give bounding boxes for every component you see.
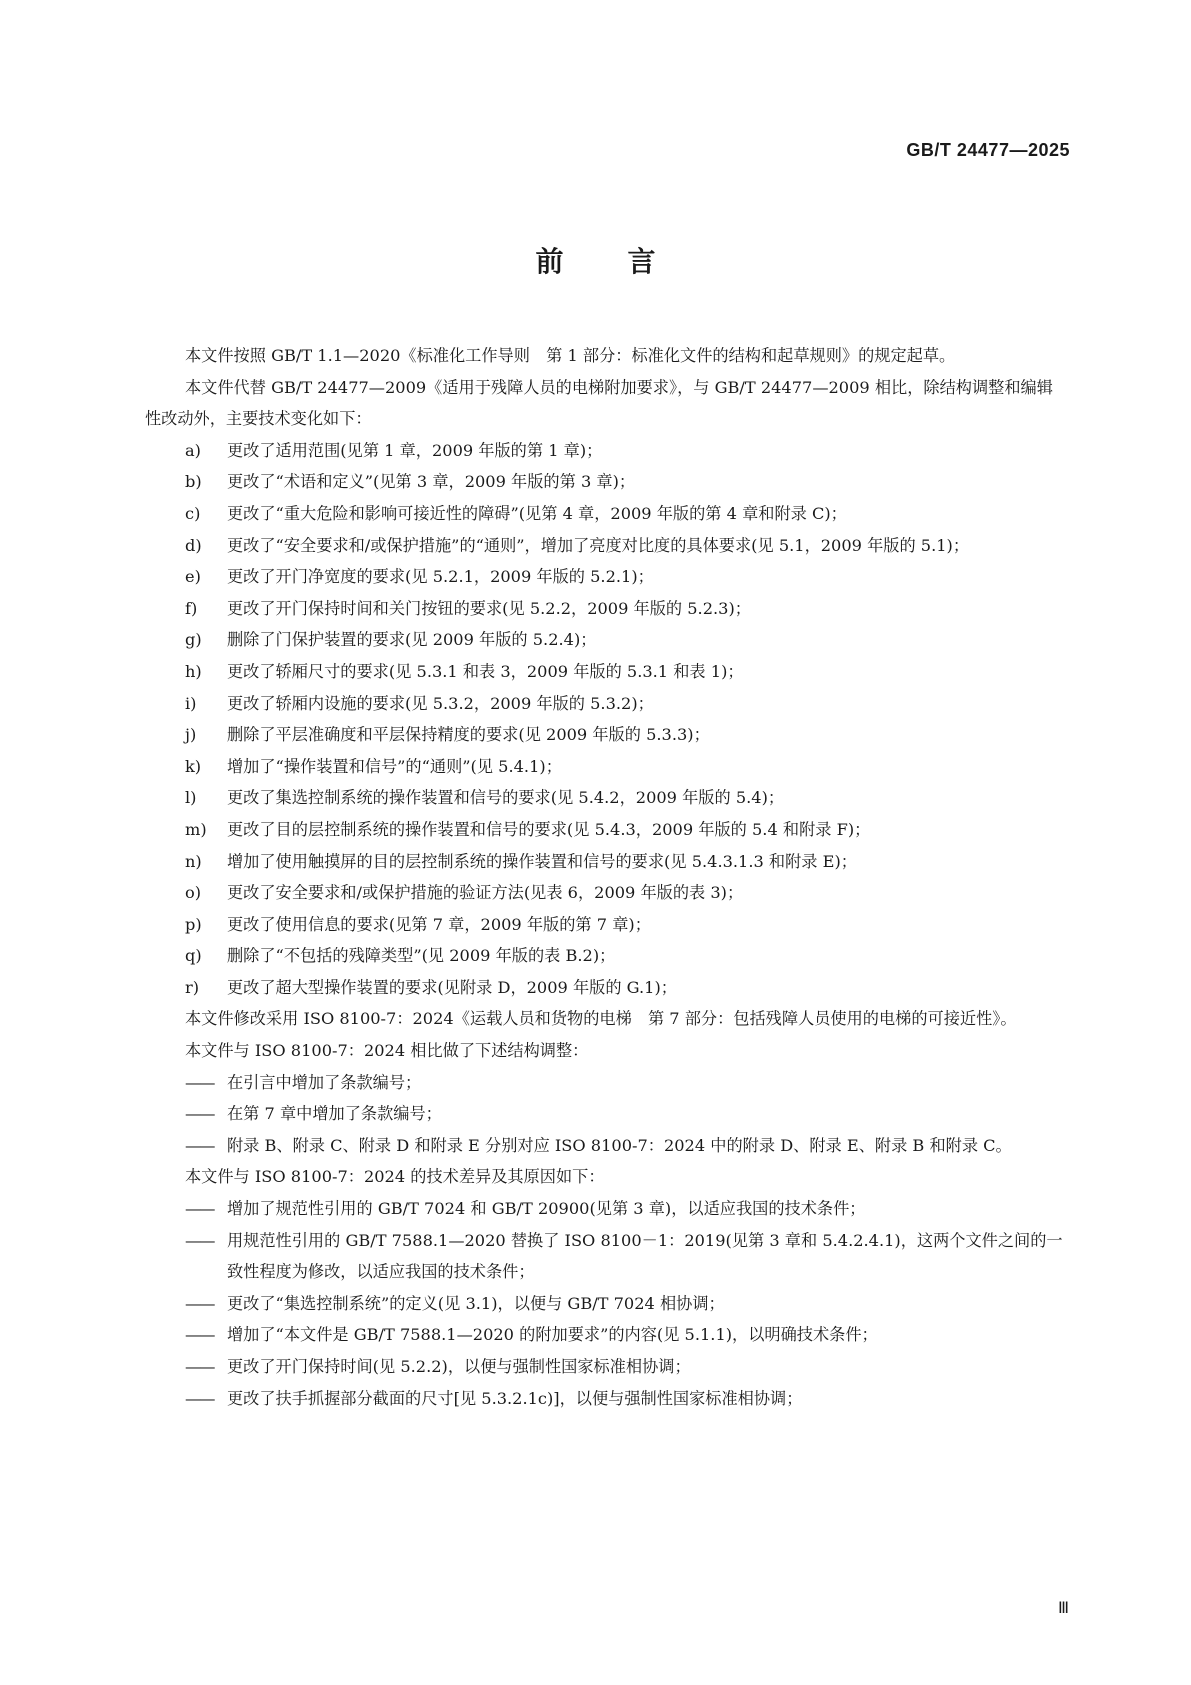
list-item: e) 更改了开门净宽度的要求(见 5.2.1，2009 年版的 5.2.1)； [185,567,654,587]
page-title [0,240,1191,280]
list-item: d) 更改了“安全要求和/或保护措施”的“通则”，增加了亮度对比度的具体要求(见 5.1，2009 年版的 5.1)； [185,535,970,555]
technical-list [145,1193,1065,1414]
structure-list [145,1067,1065,1162]
drafting-statement: 本文件按照 GB/T 1.1—2020《标准化工作导则 第 1 部分：标准化文件的结构和起草规则》的规定起草。 [185,346,956,365]
list-item: m) 更改了目的层控制系统的操作装置和信号的要求(见 5.4.3，2009 年版的 5.4 和附录 F)； [185,819,871,839]
list-item: —— 用规范性引用的 GB/T 7588.1—2020 替换了 ISO 8100－1：2019(见第 3 章和 5.4.2.4.1)，这两个文件之间的一致性程度为修改，以适应我国的技术条件； [185,1230,1063,1282]
list-item: —— 在第 7 章中增加了条款编号； [185,1104,442,1124]
replacement-statement: 本文件代替 GB/T 24477—2009《适用于残障人员的电梯附加要求》，与 GB/T 24477—2009 相比，除结构调整和编辑性改动外，主要技术变化如下： [145,377,1053,429]
list-item: p) 更改了使用信息的要求(见第 7 章，2009 年版的第 7 章)； [185,914,651,934]
list-item: —— 增加了规范性引用的 GB/T 7024 和 GB/T 20900(见第 3 章)，以适应我国的技术条件； [185,1199,866,1219]
list-item: o) 更改了安全要求和/或保护措施的验证方法(见表 6，2009 年版的表 3)； [185,883,744,903]
title-char-2: 言 [627,245,656,278]
adoption-statement: 本文件修改采用 ISO 8100-7：2024《运载人员和货物的电梯 第 7 部分：包括残障人员使用的电梯的可接近性》。 [185,1009,1017,1029]
list-item: —— 更改了扶手抓握部分截面的尺寸[见 5.3.2.1c)]，以便与强制性国家标准相协调； [185,1388,803,1408]
list-item: l) 更改了集选控制系统的操作装置和信号的要求(见 5.4.2，2009 年版的 5.4)； [185,788,785,808]
list-item: f) 更改了开门保持时间和关门按钮的要求(见 5.2.2，2009 年版的 5.2.3)； [185,598,751,618]
changes-list [145,435,1065,1004]
foreword-body [145,340,1065,1414]
technical-intro: 本文件与 ISO 8100-7：2024 的技术差异及其原因如下： [185,1167,605,1187]
list-item: b) 更改了“术语和定义”(见第 3 章，2009 年版的第 3 章)； [185,472,636,492]
page-number: Ⅲ [1057,1600,1069,1617]
standard-number: GB/T 24477—2025 [906,140,1070,160]
list-item: r) 更改了超大型操作装置的要求(见附录 D，2009 年版的 G.1)； [185,977,677,997]
list-item: n) 增加了使用触摸屏的目的层控制系统的操作装置和信号的要求(见 5.4.3.1.3 和附录 E)； [185,851,857,871]
list-item: i) 更改了轿厢内设施的要求(见 5.3.2，2009 年版的 5.3.2)； [185,693,654,713]
structure-intro: 本文件与 ISO 8100-7：2024 相比做了下述结构调整： [185,1041,589,1061]
list-item: g) 删除了门保护装置的要求(见 2009 年版的 5.2.4)； [185,630,597,650]
list-item: j) 删除了平层准确度和平层保持精度的要求(见 2009 年版的 5.3.3)； [185,725,710,745]
list-item: —— 附录 B、附录 C、附录 D 和附录 E 分别对应 ISO 8100-7：2024 中的附录 D、附录 E、附录 B 和附录 C。 [185,1135,1012,1155]
list-item: c) 更改了“重大危险和影响可接近性的障碍”(见第 4 章，2009 年版的第 4 章和附录 C)； [185,503,847,523]
list-item: k) 增加了“操作装置和信号”的“通则”(见 5.4.1)； [185,756,562,776]
list-item: q) 删除了“不包括的残障类型”(见 2009 年版的表 B.2)； [185,946,616,966]
list-item: —— 增加了“本文件是 GB/T 7588.1—2020 的附加要求”的内容(见 5.1.1)，以明确技术条件； [185,1325,878,1345]
list-item: —— 更改了开门保持时间(见 5.2.2)，以便与强制性国家标准相协调； [185,1357,691,1376]
list-item: —— 在引言中增加了条款编号； [185,1072,422,1092]
list-item: —— 更改了“集选控制系统”的定义(见 3.1)，以便与 GB/T 7024 相协调； [185,1293,725,1313]
list-item: h) 更改了轿厢尺寸的要求(见 5.3.1 和表 3，2009 年版的 5.3.1 和表 1)； [185,661,744,681]
title-char-1: 前 [535,245,564,278]
list-item: a) 更改了适用范围(见第 1 章，2009 年版的第 1 章)； [185,440,603,460]
